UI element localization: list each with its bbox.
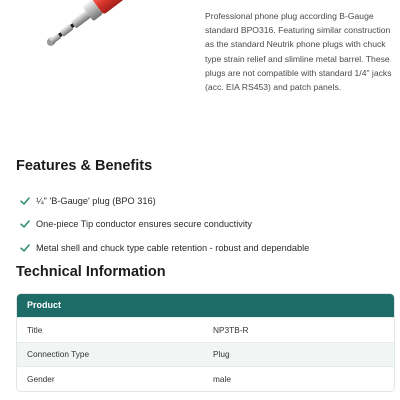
table-cell-label: Gender [27,373,55,384]
feature-list [20,189,309,260]
product-image [0,0,200,140]
feature-item [20,213,309,237]
check-icon [20,219,30,229]
table-cell-label: Title [27,324,43,335]
technical-information-title: Technical Information [16,264,166,280]
table-row [17,366,394,391]
product-description: Professional phone plug according B-Gauge standard BPO316. Featuring similar construction as the standard Neutrik phone plugs with chuck type strain relief and slimline metal barrel. These plugs are not compatible with standard 1/4" jacks (acc. EIA RS453) and patch panels. [205,11,392,93]
table-cell-label: Connection Type [27,349,90,360]
feature-text: One-piece Tip conductor ensures secure conductivity [36,219,253,230]
technical-table [16,293,395,392]
feature-text: Metal shell and chuck type cable retention - robust and dependable [36,242,310,253]
table-cell-value: male [213,373,231,384]
table-row [17,317,394,342]
features-title: Features & Benefits [16,158,153,174]
table-cell-value: Plug [213,349,230,360]
table-row [17,342,394,367]
check-icon [20,196,30,206]
check-icon [20,243,30,253]
table-header: Product [17,294,394,317]
table-cell-value: NP3TB-R [213,324,249,335]
feature-item [20,236,309,260]
feature-text: ¼" 'B-Gauge' plug (BPO 316) [36,195,156,206]
feature-item [20,189,309,213]
